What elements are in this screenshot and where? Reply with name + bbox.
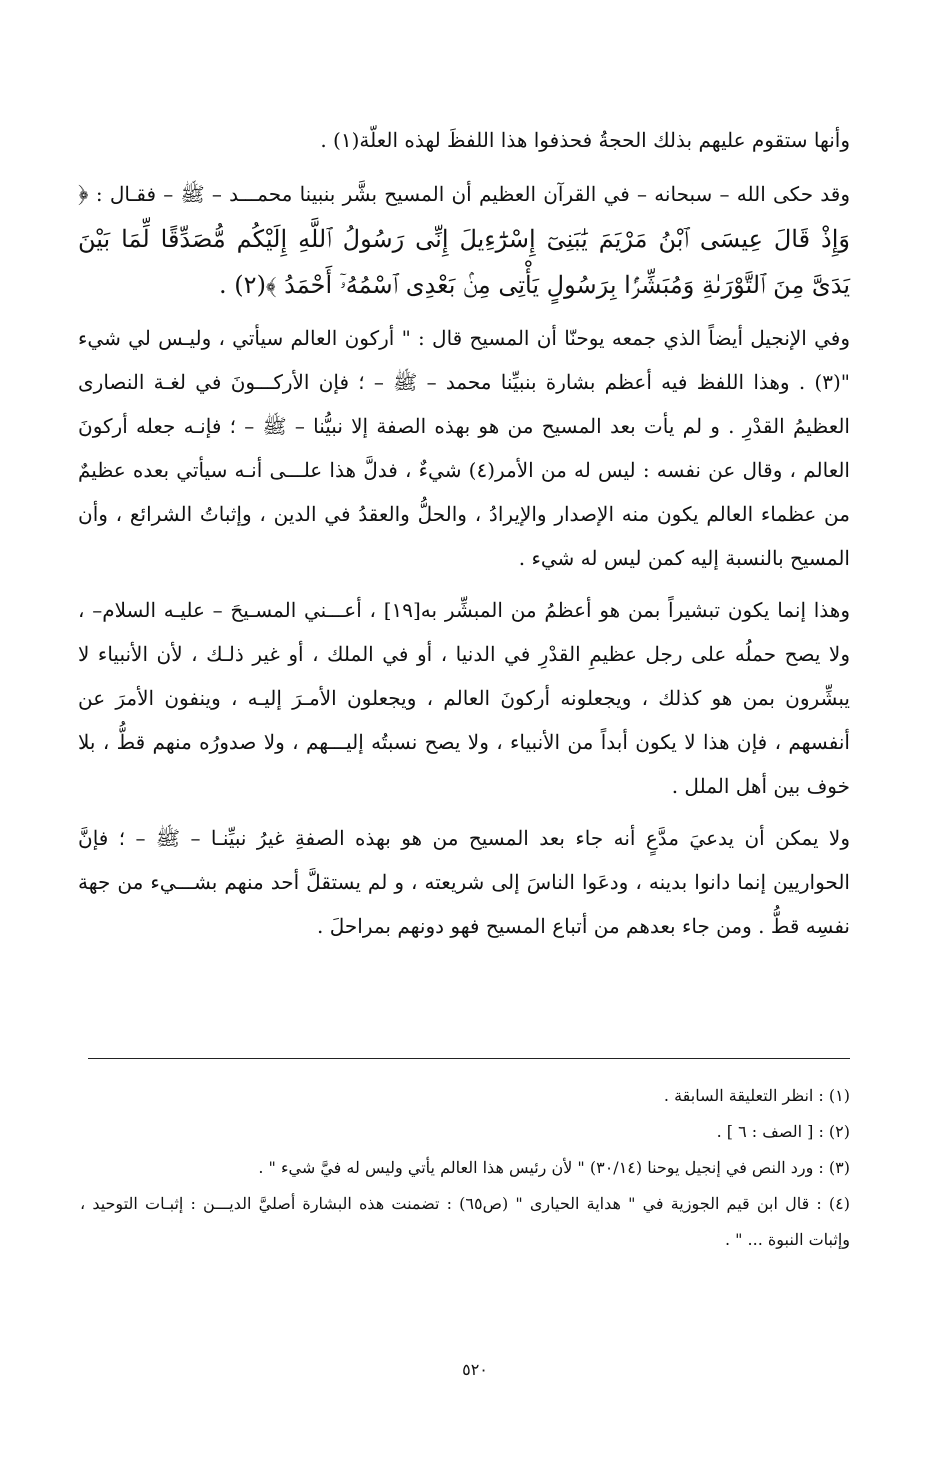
paragraph-2 (78, 170, 850, 308)
main-text (78, 118, 850, 948)
paragraph-3: وفي الإنجيل أيضاً الذي جمعه يوحنّا أن المسيح قال : " أركون العالم سيأتي ، وليـس لي شيء "(٣) . وهذا اللفظ فيه أعظم بشارة بنبيِّنا محمد – ﷺ – ؛ فإن الأركـــونَ في لغـة النصارى العظيمُ القدْرِ . و لم يأت بعد المسيح من هو بهذه الصفة إلا نبيُّنا – ﷺ – ؛ فإنـه جعله أركونَ العالم ، وقال عن نفسه : ليس له من الأمر(٤) شيءٌ ، فدلَّ هذا علـــى أنـه سيأتي بعده عظيمٌ من عظماء العالم يكون منه الإصدار والإيرادُ ، والحلُّ والعقدُ في الدين ، وإثباتُ الشرائع ، وأن المسيح بالنسبة إليه كمن ليس له شيء . (78, 326, 851, 570)
paragraph-5: ولا يمكن أن يدعيَ مدَّعٍ أنه جاء بعد المسيح من هو بهذه الصفةِ غيرُ نبيِّنـا – ﷺ – ؛ فإنَّ الحواريين إنما دانوا بدينه ، ودعَوا الناسَ إلى شريعته ، و لم يستقلَّ أحد منهم بشـــيء من جهة نفسِه قطُّ . ومن جاء بعدهم من أتباع المسيح فهو دونهم بمراحلَ . (78, 826, 851, 938)
footnote-4: (٤) : قال ابن قيم الجوزية في " هداية الحيارى " (ص٦٥) : تضمنت هذه البشارة أصليَّ الديـــن : إثبـات التوحيد ، وإثبات النبوة ... " . (80, 1194, 850, 1249)
paragraph-4: وهذا إنما يكون تبشيراً بمن هو أعظمُ من المبشِّر به[١٩] ، أعـــني المسـيحَ – عليـه السلام– ، ولا يصح حملُه على رجل عظيمِ القدْرِ في الدنيا ، أو في الملك ، أو غير ذلـك ، لأن الأنبياء لا يبشِّرون بمن هو كذلك ، ويجعلونه أركونَ العالم ، ويجعلون الأمـرَ إليـه ، وينفون الأمرَ عن أنفسهم ، فإن هذا لا يكون أبداً من الأنبياء ، ولا يصح نسبتُه إليـــهم ، ولا صدورُه منهم قطُّ ، بلا خوف بين أهل الملل . (78, 598, 850, 798)
paragraph-1: وأنها ستقوم عليهم بذلك الحجةُ فحذفوا هذا اللفظَ لهذه العلّة(١) . (320, 128, 850, 152)
footnote-2: (٢) : [ الصف : ٦ ] . (716, 1122, 850, 1141)
footnote-1: (١) : انظر التعليقة السابقة . (663, 1086, 850, 1105)
paragraph-2-intro: وقد حكى الله – سبحانه – في القرآن العظيم أن المسيح بشَّر بنبينا محمـــد – ﷺ – فقـال : (95, 182, 850, 206)
quran-verse: ﴿ وَإِذْ قَالَ عِيسَى ٱبْنُ مَرْيَمَ يَٰبَنِىٓ إِسْرَٰٓءِيلَ إِنِّى رَسُولُ ٱللَّهِ إِلَيْكُم مُّصَدِّقًا لِّمَا بَيْنَ يَدَىَّ مِنَ ٱلتَّوْرَىٰةِ وَمُبَشِّرًۢا بِرَسُولٍ يَأْتِى مِنۢ بَعْدِى ٱسْمُهُۥٓ أَحْمَدُ ﴾(٢) . (78, 179, 850, 299)
footnote-3: (٣) : ورد النص في إنجيل يوحنا (٣٠/١٤) " لأن رئيس هذا العالم يأتي وليس له فيَّ شيء " . (258, 1158, 850, 1177)
page-number: ٥٢٠ (462, 1360, 488, 1379)
footnote-separator (88, 1058, 850, 1059)
footnotes (80, 1078, 850, 1258)
